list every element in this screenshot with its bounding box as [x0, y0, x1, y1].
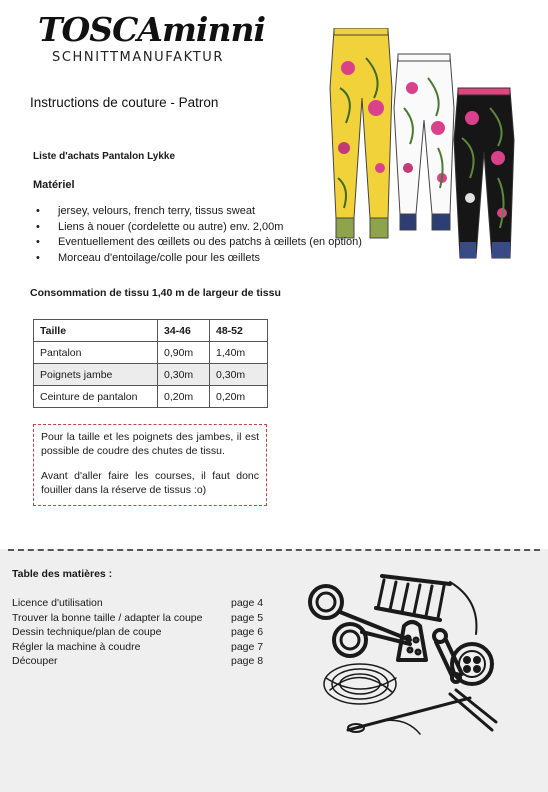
fabric-table — [33, 319, 268, 408]
info-note — [33, 424, 267, 506]
toc-page: page 6 — [231, 626, 264, 638]
document-title: Instructions de couture - Patron — [30, 95, 219, 110]
toc-label: Découper — [12, 655, 58, 667]
fabric-consumption-title: Consommation de tissu 1,40 m de largeur de tissu — [30, 287, 281, 299]
table-header-row — [34, 320, 268, 342]
sewing-tools-illustration — [300, 560, 500, 744]
toc-item — [12, 596, 272, 611]
table-header-cell: 48-52 — [210, 320, 268, 342]
toc-page: page 7 — [231, 640, 264, 653]
toc-label: Dessin technique/plan de coupe — [12, 626, 162, 638]
note-paragraph: Avant d'aller faire les courses, il faut donc fouiller dans la réserve de tissus :o) — [41, 470, 259, 496]
black-pant-icon — [454, 88, 514, 258]
thimble-icon — [398, 622, 426, 660]
table-header-cell: 34-46 — [158, 320, 210, 342]
safety-pin-icon — [434, 630, 462, 682]
toc-page: page 8 — [231, 655, 264, 667]
toc-label: Trouver la bonne taille / adapter la coupe — [12, 611, 203, 624]
thread-spool-icon — [376, 576, 476, 634]
toc-label: Licence d'utilisation — [12, 597, 103, 609]
yarn-ball-icon — [324, 664, 396, 704]
toc-item — [12, 654, 272, 669]
dashed-divider — [8, 549, 540, 551]
scissors-icon — [310, 586, 410, 656]
table-row — [34, 364, 268, 386]
white-pant-icon — [394, 54, 454, 230]
toc-item — [12, 625, 272, 640]
toc-page: page 5 — [231, 611, 264, 624]
list-item: • Eventuellement des œillets ou des patchs à œillets (en option) — [36, 235, 362, 251]
table-row — [34, 386, 268, 408]
brand-logo — [38, 10, 265, 65]
needle-icon — [348, 690, 496, 734]
table-cell: 0,90m — [158, 342, 210, 364]
button-icon — [452, 644, 492, 684]
table-cell: 0,30m — [158, 364, 210, 386]
toc-label: Régler la machine à coudre — [12, 640, 141, 653]
table-cell: 0,20m — [158, 386, 210, 408]
note-paragraph: Pour la taille et les poignets des jambes, il est possible de coudre des chutes de tissu. — [41, 431, 259, 457]
brand-name: TOSCAminni — [38, 10, 265, 49]
toc-item — [12, 640, 272, 655]
table-cell: Pantalon — [34, 342, 158, 364]
table-header-cell: Taille — [34, 320, 158, 342]
table-cell: Ceinture de pantalon — [34, 386, 158, 408]
table-cell: 1,40m — [210, 342, 268, 364]
brand-tagline: SCHNITTMANUFAKTUR — [52, 50, 225, 65]
toc-item — [12, 611, 272, 626]
materiel-list — [36, 204, 362, 266]
toc-title: Table des matières : — [12, 568, 113, 580]
table-cell: 0,20m — [210, 386, 268, 408]
list-item: • Liens à nouer (cordelette ou autre) env. 2,00m — [36, 220, 362, 236]
table-row — [34, 342, 268, 364]
shopping-list-title: Liste d'achats Pantalon Lykke — [33, 151, 176, 162]
list-item: • Morceau d'entoilage/colle pour les œillets — [36, 251, 362, 267]
table-cell: Poignets jambe — [34, 364, 158, 386]
table-of-contents — [12, 596, 272, 669]
toc-page: page 4 — [231, 597, 264, 609]
table-cell: 0,30m — [210, 364, 268, 386]
list-item: • jersey, velours, french terry, tissus sweat — [36, 204, 362, 220]
materiel-heading: Matériel — [33, 179, 75, 191]
